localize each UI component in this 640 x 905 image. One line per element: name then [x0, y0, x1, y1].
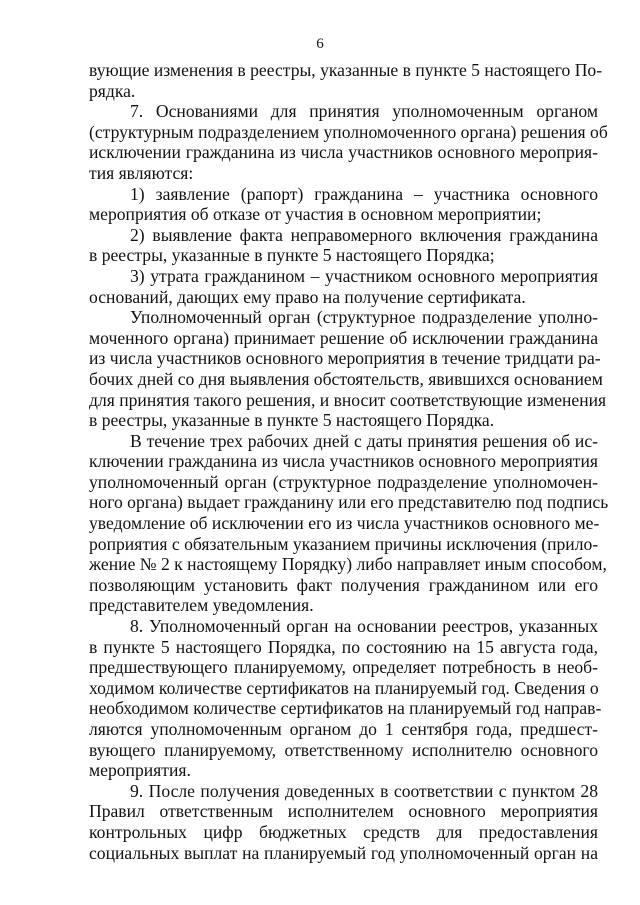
- text-line: Правил ответственным исполнителем основного мероприятия: [89, 801, 598, 822]
- text-line: роприятия с обязательным указанием причины исключения (прило-: [89, 533, 599, 554]
- text-line: контрольных цифр бюджетных средств для предоставления: [89, 821, 598, 842]
- text-line: ходимом количестве сертификатов на планируемый год. Сведения о: [89, 677, 599, 698]
- text-line: 1) заявление (рапорт) гражданина – участника основного: [130, 183, 598, 204]
- text-line: необходимом количестве сертификатов на планируемый год направ-: [89, 698, 602, 719]
- text-line: Уполномоченный орган (структурное подразделение уполно-: [130, 307, 598, 328]
- text-line: вующего планируемому, ответственному исполнителю основного: [89, 739, 598, 760]
- text-line: мероприятия.: [89, 760, 191, 781]
- text-line: для принятия такого решения, и вносит соответствующие изменения: [89, 389, 607, 410]
- text-line: уведомление об исключении его из числа участников основного ме-: [89, 513, 600, 534]
- text-line: в реестры, указанные в пункте 5 настоящего Порядка.: [89, 410, 495, 431]
- text-line: исключении гражданина из числа участников основного мероприя-: [89, 142, 598, 163]
- text-line: ляются уполномоченным органом до 1 сентября года, предшест-: [89, 719, 598, 739]
- text-line: позволяющим установить факт получения гражданином или его: [89, 574, 598, 595]
- text-line: представителем уведомления.: [89, 595, 314, 616]
- text-line: вующие изменения в реестры, указанные в пункте 5 настоящего По-: [89, 60, 603, 80]
- text-line: 7. Основаниями для принятия уполномоченным органом: [130, 101, 598, 122]
- text-line: бочих дней со дня выявления обстоятельств, явившихся основанием: [89, 368, 603, 389]
- text-line: (структурным подразделением уполномоченного органа) решения об: [89, 121, 608, 142]
- page-number: 6: [316, 36, 324, 52]
- text-line: рядка.: [89, 80, 136, 101]
- text-line: социальных выплат на планируемый год уполномоченный орган на: [89, 842, 598, 863]
- text-line: ключении гражданина из числа участников основного мероприятия: [89, 451, 598, 472]
- text-line: тия являются:: [89, 162, 194, 183]
- text-line: из числа участников основного мероприятия в течение тридцати ра-: [89, 348, 601, 369]
- text-line: ного органа) выдает гражданину или его представителю под подпись: [89, 492, 609, 513]
- text-line: мероприятия об отказе от участия в основном мероприятии;: [89, 204, 542, 225]
- text-line: в реестры, указанные в пункте 5 настоящего Порядка;: [89, 245, 495, 266]
- text-line: 8. Уполномоченный орган на основании реестров, указанных: [130, 616, 598, 637]
- text-line: 2) выявление факта неправомерного включения гражданина: [130, 224, 598, 245]
- text-line: 9. После получения доведенных в соответствии с пунктом 28: [130, 780, 598, 801]
- text-line: в пункте 5 настоящего Порядка, по состоянию на 15 августа года,: [89, 636, 598, 657]
- text-line: предшествующего планируемому, определяет потребность в необ-: [89, 657, 598, 678]
- text-line: оснований, дающих ему право на получение сертификата.: [89, 286, 526, 307]
- text-line: жение № 2 к настоящему Порядку) либо направляет иным способом,: [89, 554, 607, 575]
- text-line: В течение трех рабочих дней с даты принятия решения об ис-: [130, 430, 598, 451]
- text-line: моченного органа) принимает решение об исключении гражданина: [89, 327, 598, 348]
- text-line: 3) утрата гражданином – участником основного мероприятия: [130, 265, 598, 286]
- text-line: уполномоченный орган (структурное подразделение уполномочен-: [89, 471, 598, 492]
- document-body: [89, 60, 609, 863]
